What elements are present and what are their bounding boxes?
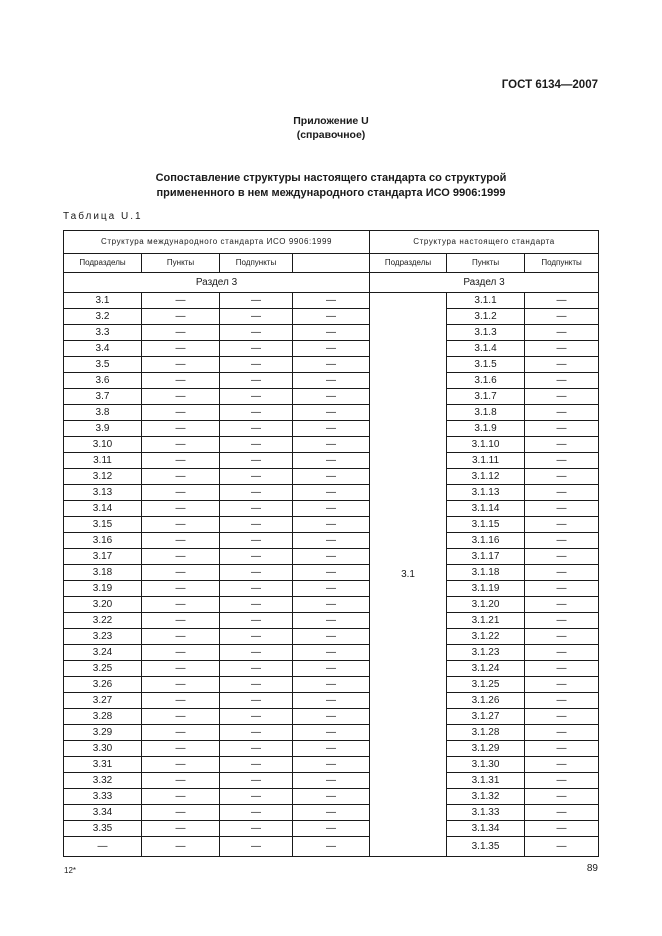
cell-gost-subitem: — bbox=[525, 549, 599, 565]
cell-iso-subsection: 3.35 bbox=[64, 821, 142, 837]
table-caption: Таблица U.1 bbox=[63, 211, 143, 222]
cell-iso-subsection: 3.16 bbox=[64, 533, 142, 549]
table-row bbox=[64, 293, 599, 309]
cell-iso-subitem: — bbox=[220, 789, 293, 805]
cell-gost-item: 3.1.34 bbox=[447, 821, 525, 837]
table-row bbox=[64, 629, 599, 645]
cell-iso-subsection: 3.25 bbox=[64, 661, 142, 677]
cell-iso-extra: — bbox=[293, 581, 370, 597]
cell-iso-subitem: — bbox=[220, 677, 293, 693]
footer-note: 12* bbox=[64, 866, 77, 875]
cell-gost-subitem: — bbox=[525, 837, 599, 857]
table-row bbox=[64, 645, 599, 661]
cell-iso-item: — bbox=[142, 789, 220, 805]
cell-iso-item: — bbox=[142, 293, 220, 309]
cell-iso-subitem: — bbox=[220, 389, 293, 405]
table-row bbox=[64, 373, 599, 389]
cell-gost-item: 3.1.1 bbox=[447, 293, 525, 309]
cell-iso-subitem: — bbox=[220, 453, 293, 469]
cell-iso-subsection: 3.11 bbox=[64, 453, 142, 469]
cell-gost-subitem: — bbox=[525, 373, 599, 389]
appendix-label: Приложение U bbox=[293, 115, 369, 127]
cell-iso-subitem: — bbox=[220, 421, 293, 437]
cell-iso-subsection: 3.5 bbox=[64, 357, 142, 373]
table-row bbox=[64, 613, 599, 629]
table-row bbox=[64, 389, 599, 405]
table-row bbox=[64, 453, 599, 469]
cell-iso-extra: — bbox=[293, 373, 370, 389]
document-code: ГОСТ 6134—2007 bbox=[501, 79, 598, 91]
cell-iso-subsection: 3.29 bbox=[64, 725, 142, 741]
cell-iso-subitem: — bbox=[220, 741, 293, 757]
table-row bbox=[64, 517, 599, 533]
cell-iso-subsection: 3.20 bbox=[64, 597, 142, 613]
cell-iso-extra: — bbox=[293, 533, 370, 549]
cell-gost-item: 3.1.2 bbox=[447, 309, 525, 325]
cell-gost-subitem: — bbox=[525, 693, 599, 709]
cell-iso-subsection: 3.4 bbox=[64, 341, 142, 357]
cell-gost-item: 3.1.16 bbox=[447, 533, 525, 549]
cell-iso-item: — bbox=[142, 565, 220, 581]
cell-iso-subsection: 3.3 bbox=[64, 325, 142, 341]
cell-iso-item: — bbox=[142, 805, 220, 821]
cell-iso-subsection: 3.10 bbox=[64, 437, 142, 453]
cell-iso-extra: — bbox=[293, 501, 370, 517]
cell-gost-subitem: — bbox=[525, 581, 599, 597]
cell-iso-subsection: 3.2 bbox=[64, 309, 142, 325]
cell-iso-subsection: — bbox=[64, 837, 142, 857]
col-header-left-subsections: Подразделы bbox=[64, 254, 142, 273]
cell-iso-subsection: 3.24 bbox=[64, 645, 142, 661]
cell-iso-subitem: — bbox=[220, 309, 293, 325]
table-row bbox=[64, 437, 599, 453]
cell-gost-item: 3.1.23 bbox=[447, 645, 525, 661]
cell-iso-subsection: 3.30 bbox=[64, 741, 142, 757]
cell-gost-item: 3.1.11 bbox=[447, 453, 525, 469]
cell-iso-subsection: 3.18 bbox=[64, 565, 142, 581]
cell-iso-subsection: 3.7 bbox=[64, 389, 142, 405]
cell-iso-item: — bbox=[142, 629, 220, 645]
cell-gost-item: 3.1.27 bbox=[447, 709, 525, 725]
cell-iso-subsection: 3.1 bbox=[64, 293, 142, 309]
cell-gost-item: 3.1.35 bbox=[447, 837, 525, 857]
cell-iso-extra: — bbox=[293, 405, 370, 421]
cell-iso-subitem: — bbox=[220, 645, 293, 661]
cell-gost-subitem: — bbox=[525, 533, 599, 549]
cell-iso-item: — bbox=[142, 693, 220, 709]
cell-iso-item: — bbox=[142, 485, 220, 501]
cell-gost-subitem: — bbox=[525, 485, 599, 501]
cell-gost-subitem: — bbox=[525, 357, 599, 373]
table-row bbox=[64, 597, 599, 613]
table-row bbox=[64, 581, 599, 597]
cell-iso-extra: — bbox=[293, 613, 370, 629]
cell-iso-item: — bbox=[142, 581, 220, 597]
cell-iso-extra: — bbox=[293, 517, 370, 533]
cell-iso-extra: — bbox=[293, 725, 370, 741]
cell-iso-item: — bbox=[142, 533, 220, 549]
cell-iso-extra: — bbox=[293, 309, 370, 325]
cell-iso-item: — bbox=[142, 389, 220, 405]
cell-iso-subsection: 3.13 bbox=[64, 485, 142, 501]
cell-gost-item: 3.1.17 bbox=[447, 549, 525, 565]
cell-iso-subsection: 3.33 bbox=[64, 789, 142, 805]
cell-iso-subitem: — bbox=[220, 693, 293, 709]
cell-gost-item: 3.1.26 bbox=[447, 693, 525, 709]
cell-gost-subitem: — bbox=[525, 437, 599, 453]
cell-iso-subitem: — bbox=[220, 661, 293, 677]
cell-iso-subitem: — bbox=[220, 709, 293, 725]
cell-gost-subitem: — bbox=[525, 597, 599, 613]
cell-gost-subitem: — bbox=[525, 325, 599, 341]
cell-iso-subitem: — bbox=[220, 437, 293, 453]
cell-gost-item: 3.1.18 bbox=[447, 565, 525, 581]
cell-iso-item: — bbox=[142, 325, 220, 341]
cell-iso-subitem: — bbox=[220, 325, 293, 341]
cell-gost-subitem: — bbox=[525, 309, 599, 325]
cell-iso-item: — bbox=[142, 661, 220, 677]
cell-gost-item: 3.1.9 bbox=[447, 421, 525, 437]
cell-iso-subsection: 3.12 bbox=[64, 469, 142, 485]
table-row bbox=[64, 309, 599, 325]
cell-iso-item: — bbox=[142, 741, 220, 757]
col-header-right-subsections: Подразделы bbox=[370, 254, 447, 273]
cell-iso-subitem: — bbox=[220, 805, 293, 821]
cell-iso-subitem: — bbox=[220, 773, 293, 789]
cell-iso-subitem: — bbox=[220, 341, 293, 357]
table-row bbox=[64, 469, 599, 485]
cell-iso-subsection: 3.17 bbox=[64, 549, 142, 565]
cell-gost-subitem: — bbox=[525, 661, 599, 677]
cell-gost-item: 3.1.7 bbox=[447, 389, 525, 405]
cell-gost-subitem: — bbox=[525, 501, 599, 517]
cell-iso-extra: — bbox=[293, 437, 370, 453]
page-number: 89 bbox=[586, 863, 598, 874]
cell-iso-extra: — bbox=[293, 357, 370, 373]
cell-iso-subitem: — bbox=[220, 293, 293, 309]
cell-gost-subitem: — bbox=[525, 469, 599, 485]
cell-iso-subsection: 3.32 bbox=[64, 773, 142, 789]
cell-gost-item: 3.1.8 bbox=[447, 405, 525, 421]
table-row bbox=[64, 341, 599, 357]
group-header-left: Структура международного стандарта ИСО 9906:1999 bbox=[64, 231, 370, 254]
cell-gost-item: 3.1.20 bbox=[447, 597, 525, 613]
cell-iso-item: — bbox=[142, 405, 220, 421]
cell-iso-item: — bbox=[142, 549, 220, 565]
cell-iso-subsection: 3.6 bbox=[64, 373, 142, 389]
cell-iso-subitem: — bbox=[220, 757, 293, 773]
cell-iso-item: — bbox=[142, 837, 220, 857]
cell-iso-item: — bbox=[142, 421, 220, 437]
cell-iso-subsection: 3.14 bbox=[64, 501, 142, 517]
cell-iso-item: — bbox=[142, 821, 220, 837]
cell-gost-item: 3.1.31 bbox=[447, 773, 525, 789]
cell-gost-item: 3.1.22 bbox=[447, 629, 525, 645]
table-section-row bbox=[64, 273, 599, 293]
table-row bbox=[64, 821, 599, 837]
cell-gost-item: 3.1.32 bbox=[447, 789, 525, 805]
cell-iso-item: — bbox=[142, 709, 220, 725]
col-header-left-subitems: Подпункты bbox=[220, 254, 293, 273]
cell-iso-subitem: — bbox=[220, 613, 293, 629]
cell-iso-extra: — bbox=[293, 789, 370, 805]
cell-gost-subitem: — bbox=[525, 677, 599, 693]
table-row bbox=[64, 485, 599, 501]
cell-iso-extra: — bbox=[293, 325, 370, 341]
cell-iso-subsection: 3.19 bbox=[64, 581, 142, 597]
cell-iso-subitem: — bbox=[220, 549, 293, 565]
cell-iso-subsection: 3.15 bbox=[64, 517, 142, 533]
cell-gost-item: 3.1.29 bbox=[447, 741, 525, 757]
table-heading bbox=[0, 171, 662, 201]
table-group-header-row bbox=[64, 231, 599, 254]
cell-gost-subitem: — bbox=[525, 389, 599, 405]
cell-iso-subitem: — bbox=[220, 405, 293, 421]
cell-iso-subitem: — bbox=[220, 597, 293, 613]
cell-iso-extra: — bbox=[293, 469, 370, 485]
cell-gost-item: 3.1.4 bbox=[447, 341, 525, 357]
cell-iso-subitem: — bbox=[220, 533, 293, 549]
cell-iso-item: — bbox=[142, 773, 220, 789]
cell-iso-item: — bbox=[142, 597, 220, 613]
table-row bbox=[64, 709, 599, 725]
cell-iso-item: — bbox=[142, 645, 220, 661]
table-row bbox=[64, 837, 599, 857]
cell-iso-item: — bbox=[142, 613, 220, 629]
cell-iso-extra: — bbox=[293, 661, 370, 677]
table-row bbox=[64, 325, 599, 341]
cell-iso-extra: — bbox=[293, 709, 370, 725]
cell-gost-item: 3.1.19 bbox=[447, 581, 525, 597]
table-row bbox=[64, 773, 599, 789]
cell-iso-item: — bbox=[142, 357, 220, 373]
group-header-right: Структура настоящего стандарта bbox=[370, 231, 599, 254]
cell-iso-item: — bbox=[142, 341, 220, 357]
comparison-table bbox=[63, 230, 599, 857]
appendix-subtitle: (справочное) bbox=[296, 129, 366, 141]
cell-iso-item: — bbox=[142, 453, 220, 469]
cell-gost-item: 3.1.5 bbox=[447, 357, 525, 373]
table-row bbox=[64, 725, 599, 741]
table-heading-line-2: примененного в нем международного стандарта ИСО 9906:1999 bbox=[156, 187, 506, 199]
col-header-left-items: Пункты bbox=[142, 254, 220, 273]
table-row bbox=[64, 757, 599, 773]
table-row bbox=[64, 533, 599, 549]
cell-iso-subitem: — bbox=[220, 485, 293, 501]
cell-gost-item: 3.1.13 bbox=[447, 485, 525, 501]
cell-iso-extra: — bbox=[293, 293, 370, 309]
cell-iso-item: — bbox=[142, 309, 220, 325]
table-body bbox=[64, 231, 599, 857]
cell-gost-subitem: — bbox=[525, 741, 599, 757]
cell-iso-subitem: — bbox=[220, 501, 293, 517]
appendix-title bbox=[0, 114, 662, 142]
cell-gost-item: 3.1.3 bbox=[447, 325, 525, 341]
cell-iso-subsection: 3.27 bbox=[64, 693, 142, 709]
cell-iso-extra: — bbox=[293, 341, 370, 357]
cell-iso-subitem: — bbox=[220, 725, 293, 741]
cell-gost-item: 3.1.28 bbox=[447, 725, 525, 741]
cell-iso-extra: — bbox=[293, 629, 370, 645]
section-label-right: Раздел 3 bbox=[370, 273, 599, 293]
cell-gost-item: 3.1.12 bbox=[447, 469, 525, 485]
table-row bbox=[64, 565, 599, 581]
cell-iso-extra: — bbox=[293, 549, 370, 565]
table-row bbox=[64, 421, 599, 437]
cell-iso-extra: — bbox=[293, 389, 370, 405]
cell-gost-item: 3.1.21 bbox=[447, 613, 525, 629]
cell-iso-item: — bbox=[142, 517, 220, 533]
cell-iso-subitem: — bbox=[220, 373, 293, 389]
cell-gost-item: 3.1.10 bbox=[447, 437, 525, 453]
cell-gost-subitem: — bbox=[525, 293, 599, 309]
cell-iso-subsection: 3.8 bbox=[64, 405, 142, 421]
cell-iso-extra: — bbox=[293, 693, 370, 709]
cell-iso-subsection: 3.28 bbox=[64, 709, 142, 725]
cell-iso-subitem: — bbox=[220, 565, 293, 581]
cell-iso-subsection: 3.26 bbox=[64, 677, 142, 693]
cell-gost-subitem: — bbox=[525, 565, 599, 581]
cell-iso-subitem: — bbox=[220, 837, 293, 857]
table-row bbox=[64, 741, 599, 757]
cell-iso-extra: — bbox=[293, 565, 370, 581]
table-row bbox=[64, 677, 599, 693]
cell-iso-subsection: 3.31 bbox=[64, 757, 142, 773]
cell-iso-item: — bbox=[142, 757, 220, 773]
cell-gost-subitem: — bbox=[525, 453, 599, 469]
cell-iso-extra: — bbox=[293, 421, 370, 437]
cell-iso-extra: — bbox=[293, 805, 370, 821]
cell-gost-subitem: — bbox=[525, 821, 599, 837]
table-row bbox=[64, 357, 599, 373]
cell-iso-extra: — bbox=[293, 677, 370, 693]
cell-iso-extra: — bbox=[293, 757, 370, 773]
table-row bbox=[64, 549, 599, 565]
cell-gost-item: 3.1.14 bbox=[447, 501, 525, 517]
cell-gost-subitem: — bbox=[525, 405, 599, 421]
table-column-header-row bbox=[64, 254, 599, 273]
cell-iso-item: — bbox=[142, 725, 220, 741]
cell-gost-subitem: — bbox=[525, 517, 599, 533]
cell-gost-subitem: — bbox=[525, 709, 599, 725]
cell-gost-item: 3.1.6 bbox=[447, 373, 525, 389]
cell-gost-item: 3.1.15 bbox=[447, 517, 525, 533]
cell-gost-item: 3.1.24 bbox=[447, 661, 525, 677]
cell-iso-extra: — bbox=[293, 597, 370, 613]
cell-iso-extra: — bbox=[293, 773, 370, 789]
cell-gost-subitem: — bbox=[525, 629, 599, 645]
cell-iso-subsection: 3.22 bbox=[64, 613, 142, 629]
cell-iso-extra: — bbox=[293, 837, 370, 857]
cell-gost-subitem: — bbox=[525, 613, 599, 629]
cell-gost-subitem: — bbox=[525, 789, 599, 805]
cell-iso-subitem: — bbox=[220, 469, 293, 485]
cell-gost-subitem: — bbox=[525, 421, 599, 437]
table-row bbox=[64, 789, 599, 805]
cell-iso-item: — bbox=[142, 677, 220, 693]
cell-gost-item: 3.1.25 bbox=[447, 677, 525, 693]
section-label-left: Раздел 3 bbox=[64, 273, 370, 293]
cell-gost-subitem: — bbox=[525, 725, 599, 741]
cell-iso-item: — bbox=[142, 469, 220, 485]
cell-iso-subitem: — bbox=[220, 517, 293, 533]
cell-gost-subitem: — bbox=[525, 757, 599, 773]
cell-iso-extra: — bbox=[293, 485, 370, 501]
table-row bbox=[64, 501, 599, 517]
cell-gost-item: 3.1.33 bbox=[447, 805, 525, 821]
cell-gost-subitem: — bbox=[525, 773, 599, 789]
cell-iso-subitem: — bbox=[220, 581, 293, 597]
cell-iso-subitem: — bbox=[220, 629, 293, 645]
cell-gost-subitem: — bbox=[525, 341, 599, 357]
cell-gost-item: 3.1.30 bbox=[447, 757, 525, 773]
col-header-right-subitems: Подпункты bbox=[525, 254, 599, 273]
table-row bbox=[64, 805, 599, 821]
cell-gost-subitem: — bbox=[525, 805, 599, 821]
cell-iso-subsection: 3.23 bbox=[64, 629, 142, 645]
cell-iso-extra: — bbox=[293, 821, 370, 837]
cell-iso-item: — bbox=[142, 373, 220, 389]
cell-gost-subitem: — bbox=[525, 645, 599, 661]
cell-iso-item: — bbox=[142, 501, 220, 517]
cell-iso-extra: — bbox=[293, 741, 370, 757]
table-heading-line-1: Сопоставление структуры настоящего стандарта со структурой bbox=[155, 172, 507, 184]
table-row bbox=[64, 405, 599, 421]
cell-iso-subitem: — bbox=[220, 821, 293, 837]
cell-iso-extra: — bbox=[293, 645, 370, 661]
cell-iso-extra: — bbox=[293, 453, 370, 469]
cell-iso-item: — bbox=[142, 437, 220, 453]
cell-iso-subitem: — bbox=[220, 357, 293, 373]
table-row bbox=[64, 661, 599, 677]
cell-iso-subsection: 3.9 bbox=[64, 421, 142, 437]
cell-merged-subsection: 3.1 bbox=[370, 293, 447, 857]
table-row bbox=[64, 693, 599, 709]
col-header-right-items: Пункты bbox=[447, 254, 525, 273]
col-header-left-extra bbox=[293, 254, 370, 273]
cell-iso-subsection: 3.34 bbox=[64, 805, 142, 821]
